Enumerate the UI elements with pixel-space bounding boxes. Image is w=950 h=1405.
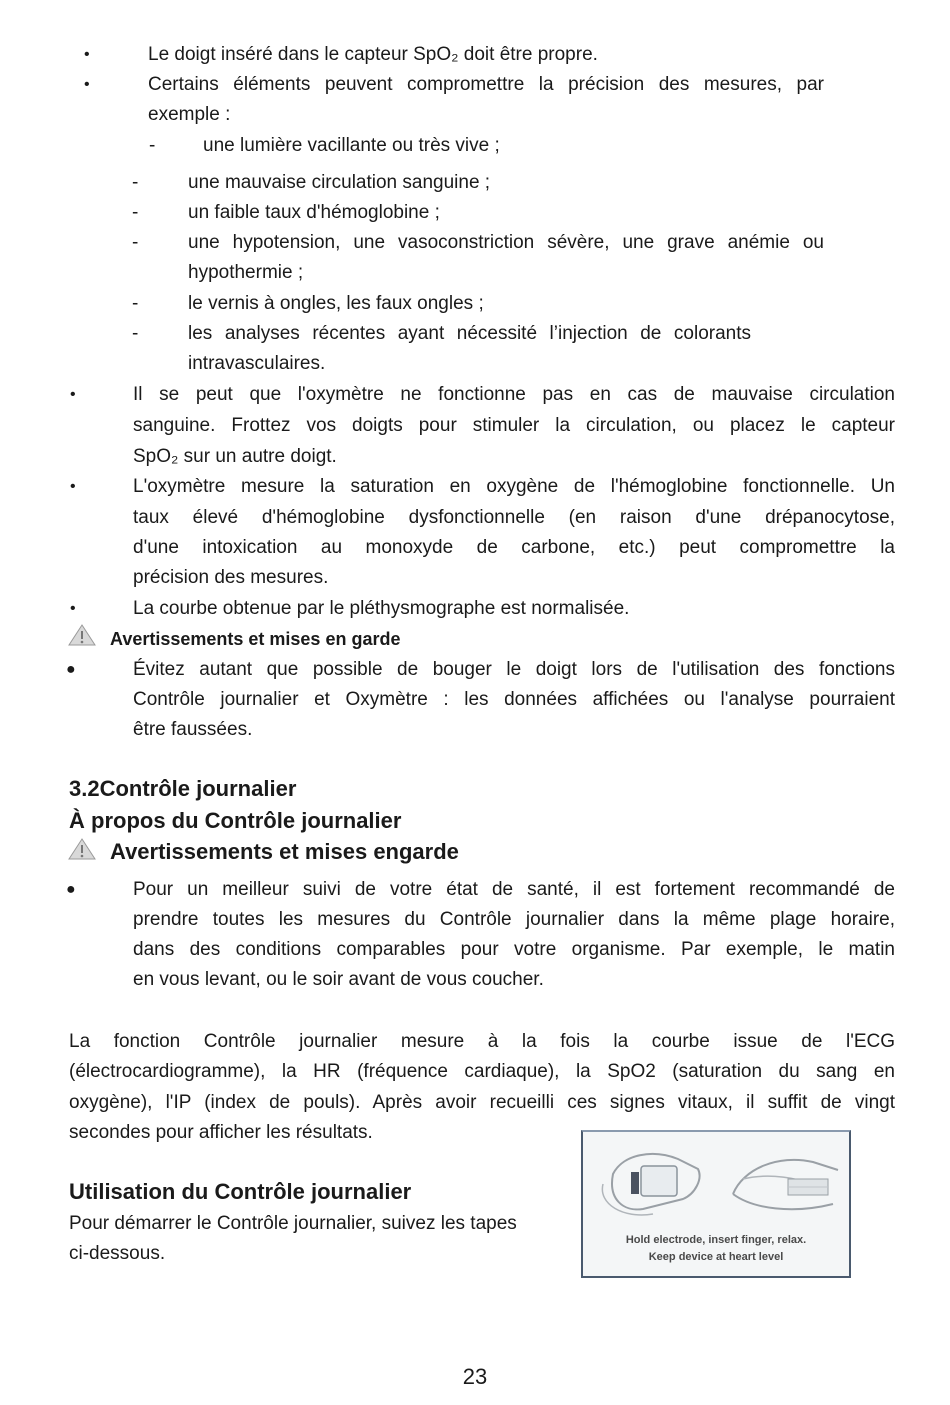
section-heading: 3.2Contrôle journalier (69, 776, 297, 801)
bullet-text: Certains éléments peuvent compromettre la précision des mesures, par (148, 74, 824, 95)
warning-text: Contrôle journalier et Oxymètre : les données affichées ou l'analyse pourraient (133, 689, 895, 710)
bullet-dot: ● (66, 881, 76, 898)
bullet-dot: • (70, 386, 76, 403)
dash-item-continued: hypothermie ; (188, 262, 304, 283)
dash-item-continued: intravasculaires. (188, 353, 326, 374)
bullet-text-continued: exemple : (148, 104, 231, 125)
usage-heading: Utilisation du Contrôle journalier (69, 1179, 412, 1204)
page-number: 23 (462, 1364, 488, 1389)
dash-marker: - (132, 293, 139, 314)
bullet-text: d'une intoxication au monoxyde de carbone, etc.) peut compromettre la (133, 537, 895, 558)
warning-icon (68, 838, 96, 865)
dash-marker: - (132, 323, 139, 344)
bullet-text: SpO₂ sur un autre doigt. (133, 446, 337, 467)
body-paragraph-line: (électrocardiogramme), la HR (fréquence cardiaque), la SpO2 (saturation du sang en (69, 1061, 895, 1082)
dash-item: un faible taux d'hémoglobine ; (188, 202, 440, 223)
dash-item: les analyses récentes ayant nécessité l’injection de colorants (188, 323, 751, 344)
warning-title: Avertissements et mises en garde (110, 629, 401, 649)
body-paragraph-line: oxygène), l'IP (index de pouls). Après avoir recueilli ces signes vitaux, il suffit de vingt (69, 1092, 895, 1113)
dash-item: le vernis à ongles, les faux ongles ; (188, 293, 484, 314)
figure-caption: Keep device at heart level (648, 1251, 784, 1263)
bullet-dot: • (70, 478, 76, 495)
bullet-dot: • (84, 76, 90, 93)
warning-text: dans des conditions comparables pour votre organisme. Par exemple, le matin (133, 939, 895, 960)
bullet-dot: • (84, 46, 90, 63)
dash-marker: - (132, 232, 139, 253)
warning-text: prendre toutes les mesures du Contrôle journalier dans la même plage horaire, (133, 909, 895, 930)
bullet-text: taux élevé d'hémoglobine dysfonctionnelle (en raison d'une drépanocytose, (133, 507, 895, 528)
usage-text: Pour démarrer le Contrôle journalier, suivez les tapes (69, 1213, 517, 1234)
dash-marker: - (132, 202, 139, 223)
bullet-text: La courbe obtenue par le pléthysmographe est normalisée. (133, 598, 630, 619)
dash-item: une lumière vacillante ou très vive ; (203, 135, 500, 156)
hand-device-drawing (583, 1134, 849, 1234)
warning-text: Évitez autant que possible de bouger le doigt lors de l'utilisation des fonctions (133, 659, 895, 680)
dash-item: une mauvaise circulation sanguine ; (188, 172, 491, 193)
warning-text: Pour un meilleur suivi de votre état de santé, il est fortement recommandé de (133, 879, 895, 900)
bullet-text: Le doigt inséré dans le capteur SpO₂ doit être propre. (148, 44, 598, 65)
warning-icon (68, 624, 96, 651)
bullet-text: L'oxymètre mesure la saturation en oxygène de l'hémoglobine fonctionnelle. Un (133, 476, 895, 497)
dash-marker: - (132, 172, 139, 193)
bullet-dot: • (70, 600, 76, 617)
figure-caption: Hold electrode, insert finger, relax. (625, 1234, 807, 1246)
device-usage-illustration (581, 1130, 851, 1278)
warning-text: en vous levant, ou le soir avant de vous coucher. (133, 969, 544, 990)
bullet-dot: ● (66, 661, 76, 678)
body-paragraph-line: secondes pour afficher les résultats. (69, 1122, 373, 1143)
dash-item: une hypotension, une vasoconstriction sévère, une grave anémie ou (188, 232, 824, 253)
bullet-text: Il se peut que l'oxymètre ne fonctionne pas en cas de mauvaise circulation (133, 384, 895, 405)
warning-text: être faussées. (133, 719, 253, 740)
warning-title: Avertissements et mises engarde (110, 839, 459, 864)
usage-text: ci-dessous. (69, 1243, 166, 1264)
section-subheading: À propos du Contrôle journalier (69, 808, 402, 833)
bullet-text: sanguine. Frottez vos doigts pour stimuler la circulation, ou placez le capteur (133, 415, 895, 436)
dash-marker: - (149, 135, 156, 156)
bullet-text: précision des mesures. (133, 567, 329, 588)
body-paragraph-line: La fonction Contrôle journalier mesure à la fois la courbe issue de l'ECG (69, 1031, 895, 1052)
